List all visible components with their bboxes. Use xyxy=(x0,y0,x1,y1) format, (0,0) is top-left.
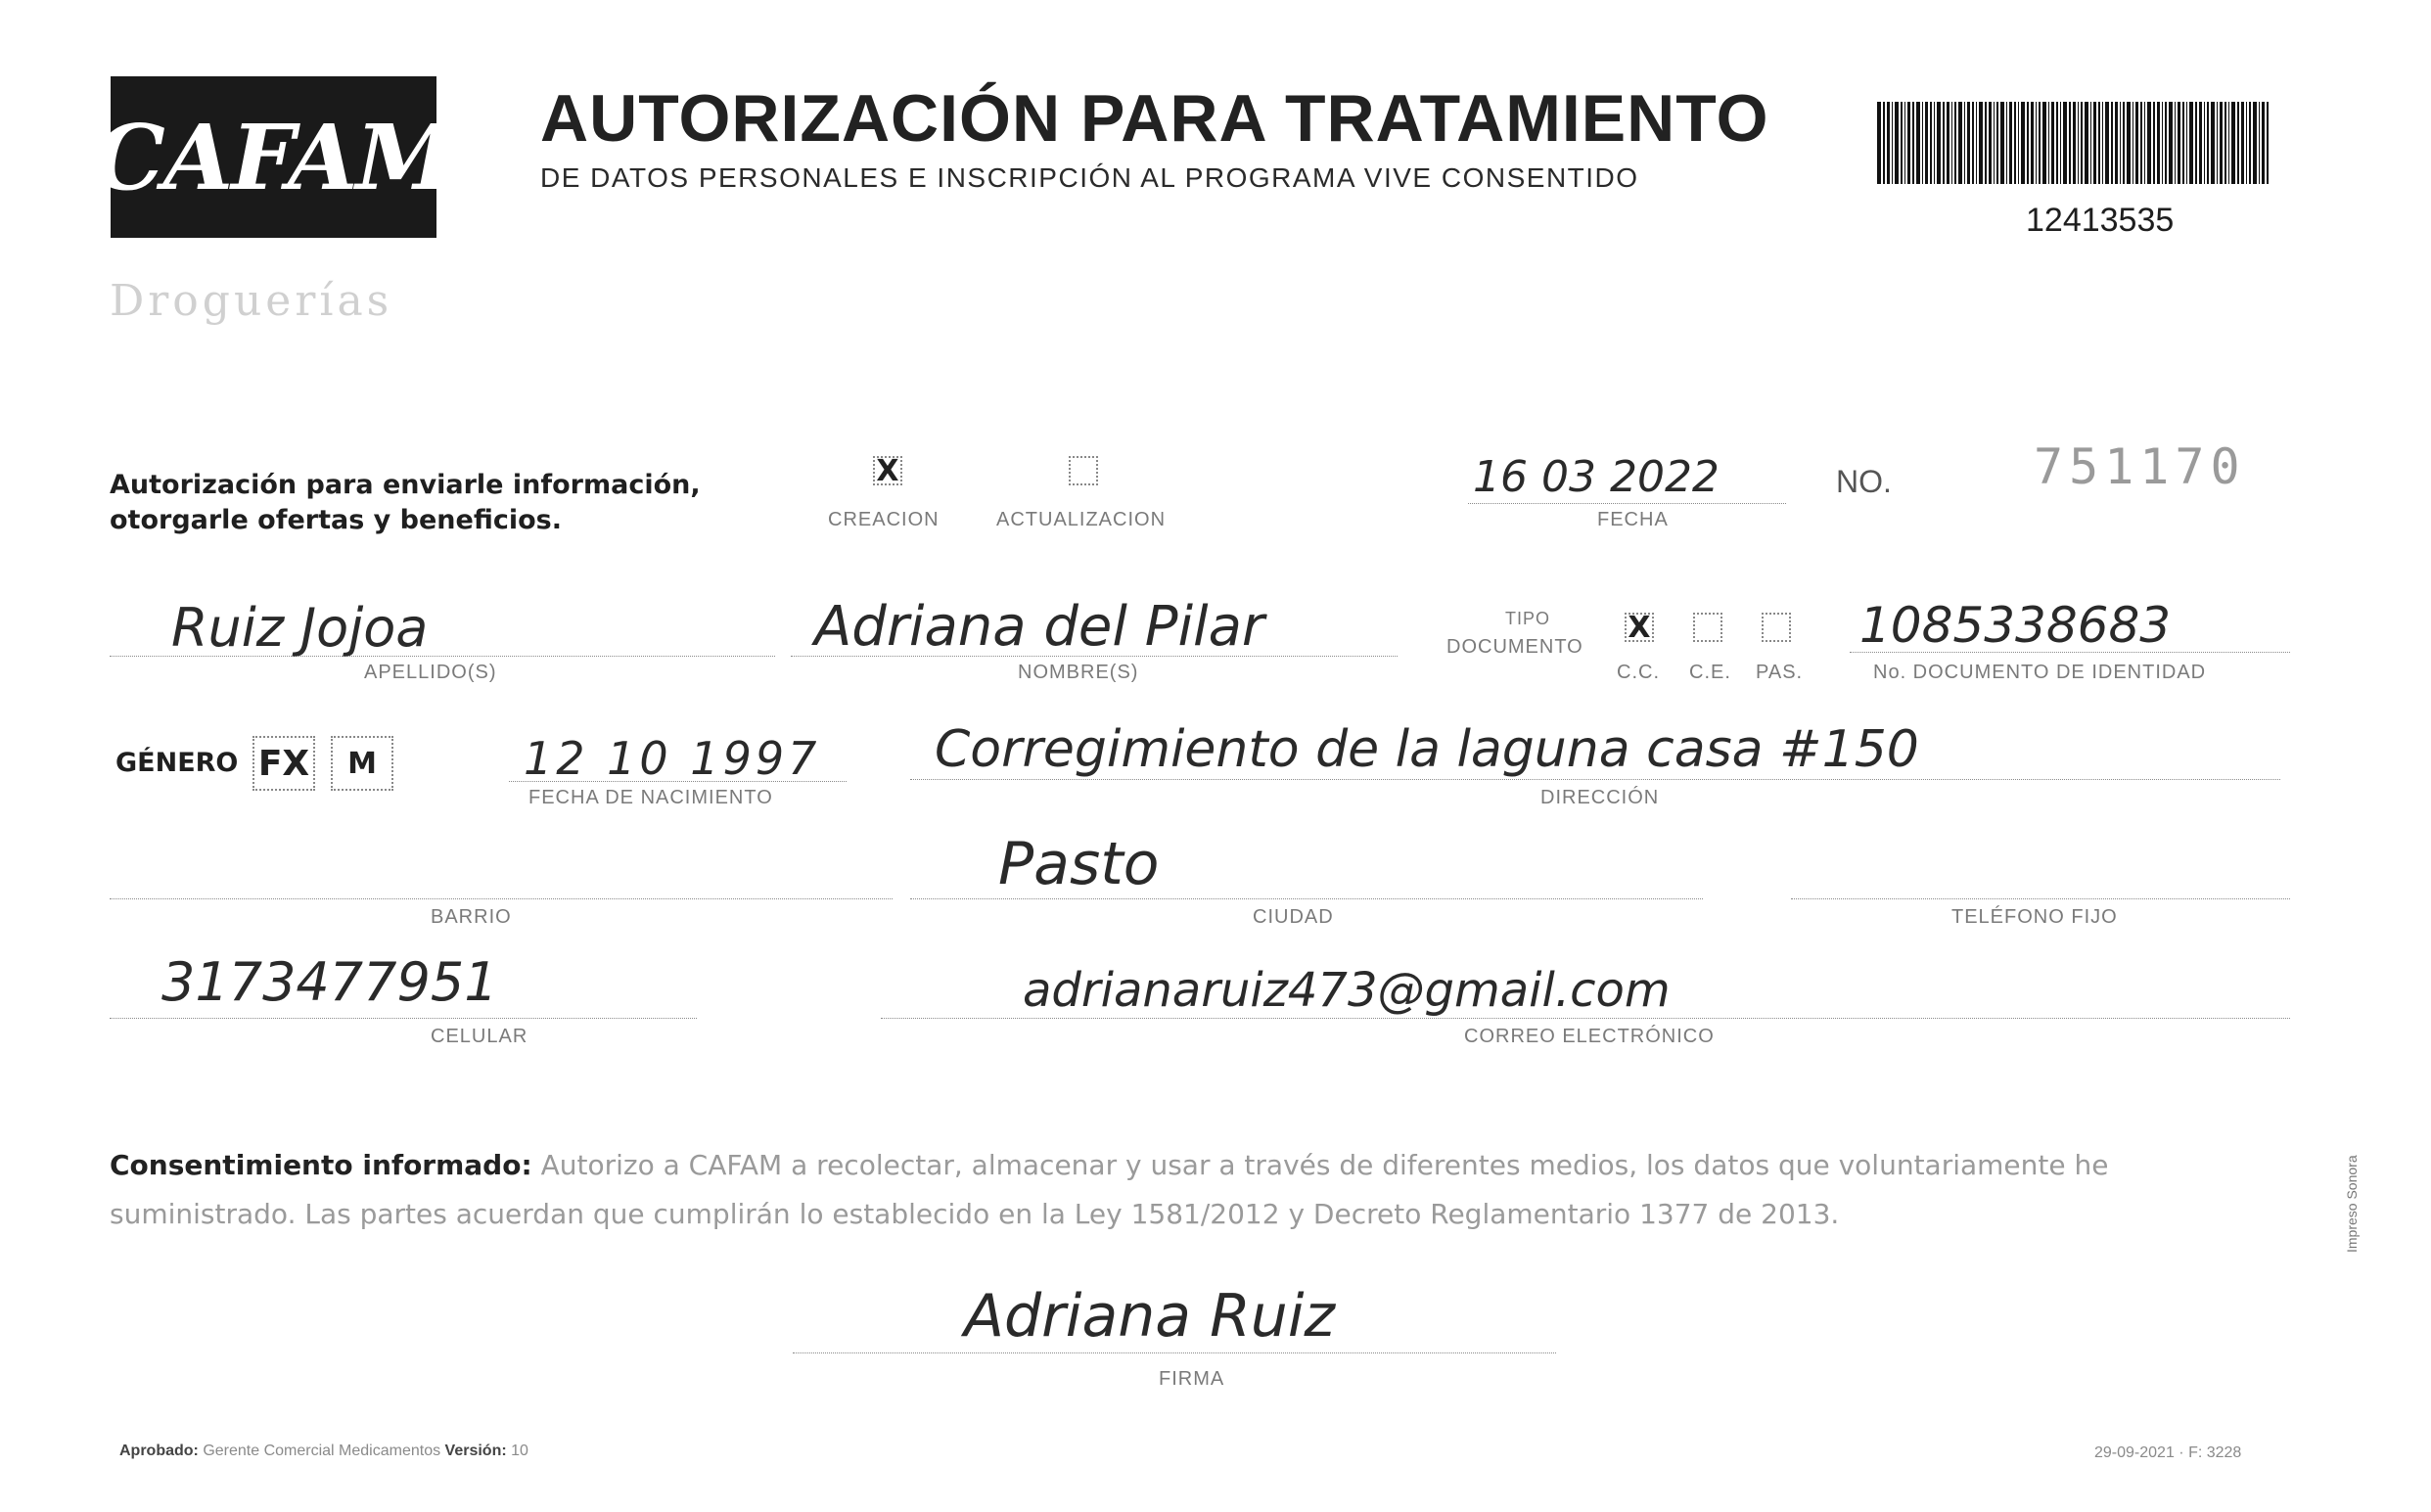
genero-f-mark: FX xyxy=(257,743,310,784)
genero-m-checkbox[interactable] xyxy=(331,736,393,791)
side-print-text: Impreso Sonora xyxy=(2344,1155,2360,1253)
fecha-value[interactable]: 16 03 2022 xyxy=(1473,452,1720,502)
authorization-line-1: Autorización para enviarle información, xyxy=(110,470,701,500)
version-value: 10 xyxy=(511,1443,528,1459)
footer-date-code: 29-09-2021 · F: 3228 xyxy=(2094,1444,2242,1461)
firma-line xyxy=(793,1352,1556,1353)
version-label: Versión: xyxy=(444,1443,507,1459)
fecha-label: FECHA xyxy=(1597,509,1669,530)
doc-pas-label: PAS. xyxy=(1756,662,1804,683)
telefono-label: TELÉFONO FIJO xyxy=(1951,906,2118,928)
barcode xyxy=(1877,102,2269,184)
creacion-checkbox[interactable] xyxy=(873,453,902,488)
celular-label: CELULAR xyxy=(431,1026,528,1047)
apellidos-label: APELLIDO(S) xyxy=(364,662,497,683)
firma-value[interactable]: Adriana Ruiz xyxy=(964,1282,1335,1351)
correo-value[interactable]: adrianaruiz473@gmail.com xyxy=(1023,963,1671,1018)
doc-ce-checkbox[interactable] xyxy=(1693,613,1722,642)
telefono-line xyxy=(1791,898,2290,899)
ciudad-label: CIUDAD xyxy=(1253,906,1334,928)
doc-cc-label: C.C. xyxy=(1617,662,1660,683)
apellidos-value[interactable]: Ruiz Jojoa xyxy=(171,597,429,659)
correo-line xyxy=(881,1018,2290,1019)
creacion-label: CREACION xyxy=(828,509,940,530)
documento-value[interactable]: 1085338683 xyxy=(1859,597,2172,654)
celular-value[interactable]: 3173477951 xyxy=(161,951,498,1013)
barrio-line xyxy=(110,898,893,899)
nombres-label: NOMBRE(S) xyxy=(1018,662,1139,683)
barcode-number: 12413535 xyxy=(2026,202,2175,239)
logo-text: CAFAM xyxy=(93,104,454,210)
ciudad-line xyxy=(910,898,1703,899)
creacion-mark: X xyxy=(876,453,899,488)
doc-cc-checkbox[interactable] xyxy=(1625,610,1654,645)
authorization-line-2: otorgarle ofertas y beneficios. xyxy=(110,505,562,535)
consent-text: Autorizo a CAFAM a recolectar, almacenar y usar a través de diferentes medios, los datos que voluntariamente he suministrado. Las partes acuerdan que cumplirán lo establecido en la Ley 1581/2012 y Decreto Reglamentario 1377 de 2013. xyxy=(110,1149,2109,1230)
footer-approval xyxy=(119,1443,528,1460)
fecha-line xyxy=(1468,503,1786,504)
nombres-line xyxy=(791,656,1398,657)
doc-cc-mark: X xyxy=(1628,610,1651,645)
celular-line xyxy=(110,1018,697,1019)
cafam-logo xyxy=(93,76,454,238)
barrio-label: BARRIO xyxy=(431,906,512,928)
documento-line xyxy=(1850,652,2290,653)
firma-label: FIRMA xyxy=(1159,1368,1225,1390)
logo-subtitle: Droguerías xyxy=(110,276,393,326)
aprobado-label: Aprobado: xyxy=(119,1443,199,1459)
ciudad-value[interactable]: Pasto xyxy=(998,830,1160,898)
consent-heading: Consentimiento informado: xyxy=(110,1149,532,1181)
actualizacion-label: ACTUALIZACION xyxy=(996,509,1167,530)
consent-paragraph xyxy=(110,1141,2302,1239)
actualizacion-checkbox[interactable] xyxy=(1069,456,1098,485)
nombres-value[interactable]: Adriana del Pilar xyxy=(814,595,1264,659)
nacimiento-label: FECHA DE NACIMIENTO xyxy=(528,787,773,808)
genero-m-label: M xyxy=(347,746,377,781)
direccion-value[interactable]: Corregimiento de la laguna casa #150 xyxy=(935,720,1919,779)
tipo-documento-label-1: TIPO xyxy=(1505,609,1551,628)
doc-pas-checkbox[interactable] xyxy=(1762,613,1791,642)
genero-label: GÉNERO xyxy=(115,748,239,778)
documento-label: No. DOCUMENTO DE IDENTIDAD xyxy=(1873,662,2207,683)
aprobado-value: Gerente Comercial Medicamentos xyxy=(203,1443,441,1459)
doc-ce-label: C.E. xyxy=(1689,662,1731,683)
direccion-line xyxy=(910,779,2280,780)
genero-f-checkbox[interactable] xyxy=(252,736,315,791)
apellidos-line xyxy=(110,656,775,657)
nacimiento-value[interactable]: 12 10 1997 xyxy=(524,732,821,785)
tipo-documento-label-2: DOCUMENTO xyxy=(1446,636,1583,658)
document-title: AUTORIZACIÓN PARA TRATAMIENTO xyxy=(540,81,1769,156)
document-subtitle: DE DATOS PERSONALES E INSCRIPCIÓN AL PROGRAMA VIVE CONSENTIDO xyxy=(540,162,1639,193)
direccion-label: DIRECCIÓN xyxy=(1540,787,1660,808)
nacimiento-line xyxy=(509,781,847,782)
correo-label: CORREO ELECTRÓNICO xyxy=(1464,1026,1715,1047)
no-label: NO. xyxy=(1836,464,1892,499)
no-value: 751170 xyxy=(2034,438,2246,495)
